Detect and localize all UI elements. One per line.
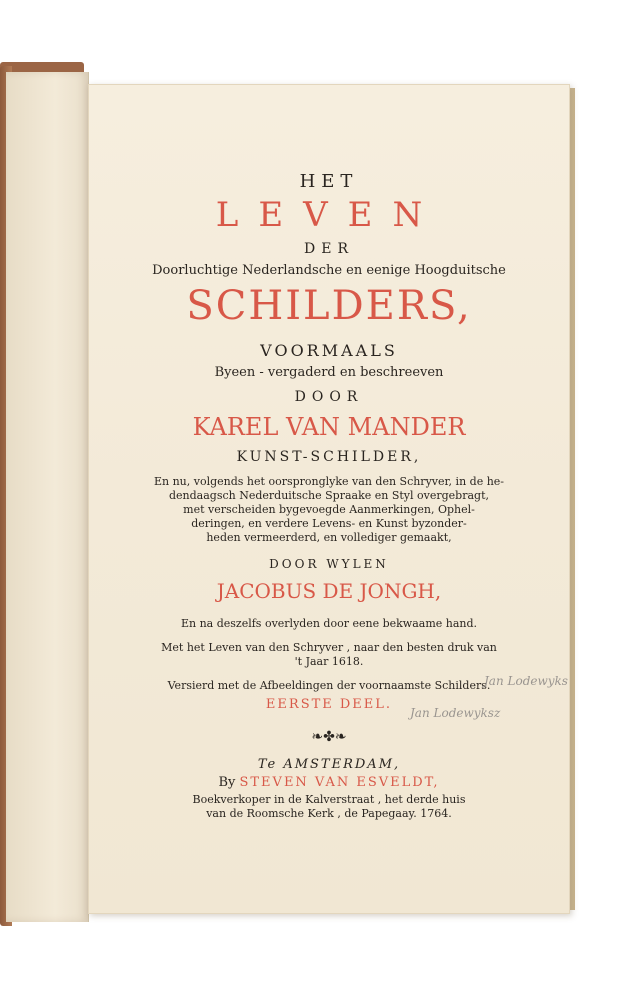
boekverkoper-line: Boekverkoper in de Kalverstraat , het derde huis: [192, 793, 466, 806]
byeen-line: Byeen - vergaderd en beschreeven: [214, 365, 444, 380]
title-page: [88, 84, 570, 914]
roomsche-line: van de Roomsche Kerk , de Papegaay. 1764.: [206, 807, 452, 820]
left-page: [6, 72, 89, 922]
printer-line: [89, 775, 569, 790]
door-wylen: DOOR WYLEN: [269, 557, 389, 571]
eerste-deel: EERSTE DEEL.: [265, 697, 393, 712]
word-der: DER: [304, 241, 354, 257]
ornament: ❧✤❧: [311, 729, 347, 745]
word-het: HET: [299, 171, 359, 192]
subtitle: Doorluchtige Nederlandsche en eenige Hoogduitsche: [152, 263, 506, 278]
te-amsterdam: Te AMSTERDAM,: [257, 757, 401, 772]
handwriting-note: Jan Lodewyks: [484, 674, 568, 688]
desc-line: heden vermeerderd, en vollediger gemaakt,: [206, 531, 452, 544]
versierd-line: Versierd met de Afbeeldingen der voornaamste Schilders.: [167, 679, 491, 692]
jaar-line: 't Jaar 1618.: [294, 655, 364, 668]
word-leven: LEVEN: [215, 195, 443, 235]
word-door: DOOR: [294, 389, 364, 405]
kunst-schilder: KUNST-SCHILDER,: [236, 449, 422, 465]
desc-line: deringen, en verdere Levens- en Kunst byzonder-: [191, 517, 467, 530]
word-schilders: SCHILDERS,: [186, 283, 472, 329]
word-voormaals: VOORMAALS: [260, 341, 398, 360]
by-word: By: [218, 775, 236, 790]
editor-name: JACOBUS DE JONGH,: [216, 579, 442, 603]
met-het-line: Met het Leven van den Schryver , naar den besten druk van: [161, 641, 497, 654]
desc-line: En nu, volgends het oorspronglyke van den Schryver, in de he-: [153, 475, 505, 488]
book-cover-top: [0, 62, 84, 72]
en-na-line: En na deszelfs overlyden door eene bekwaame hand.: [180, 617, 478, 630]
handwriting-note: Jan Lodewyksz: [410, 706, 501, 720]
desc-line: dendaagsch Nederduitsche Spraake en Styl overgebragt,: [169, 489, 489, 502]
author-name: KAREL VAN MANDER: [192, 413, 466, 441]
desc-line: met verscheiden bygevoegde Aanmerkingen, Ophel-: [183, 503, 475, 516]
printer-name: STEVEN VAN ESVELDT,: [239, 775, 440, 790]
